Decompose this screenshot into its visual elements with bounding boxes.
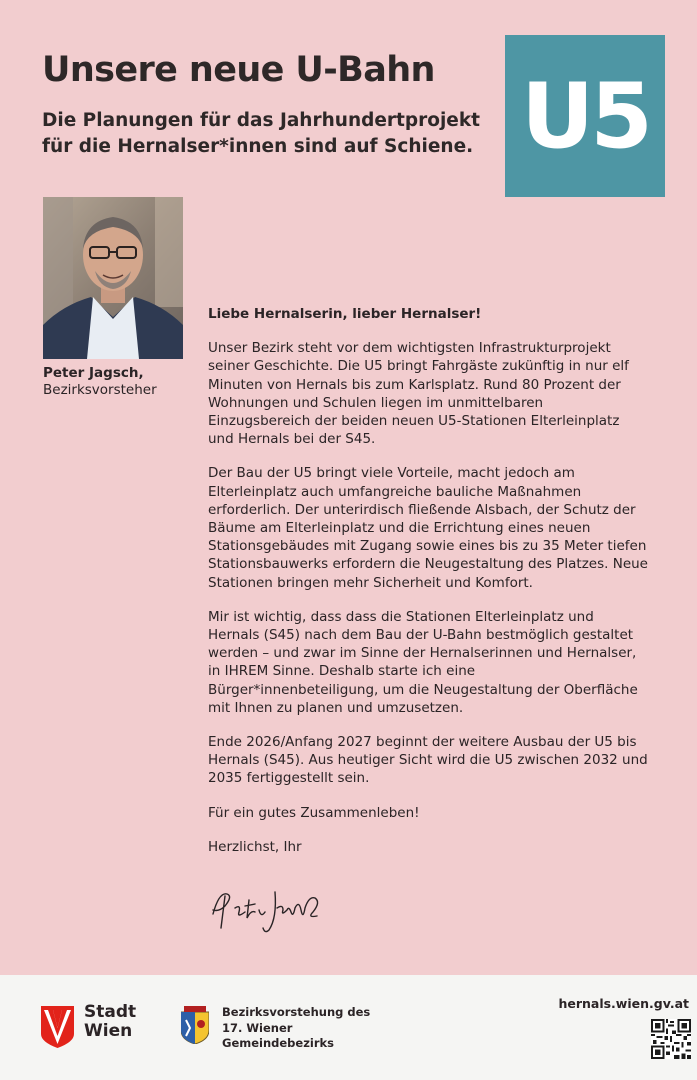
handwritten-signature <box>205 878 335 938</box>
bezirk-line3: Gemeindebezirks <box>222 1036 335 1050</box>
hernals-coat-of-arms-icon <box>181 1006 209 1044</box>
u5-badge: U5 <box>505 35 665 197</box>
letter-paragraph-1: Unser Bezirk steht vor dem wichtigsten Infrastrukturprojekt seiner Geschichte. Die U5 bringt Fahrgäste zukünftig in nur elf Minuten von Hernals bis zum Karlsplatz. Rund 80 Prozent der Wohnungen und Schulen liegen im unmittelbaren Einzugsbereich der beiden neuen U5-Stationen Elterleinplatz und Hernals bei der S45. <box>208 340 629 448</box>
stadt-wien-logo-icon <box>41 1006 74 1048</box>
stadt-wien-line1: Stadt <box>84 1002 137 1022</box>
bezirk-line1: Bezirksvorstehung des <box>222 1005 371 1019</box>
letter-greeting: Liebe Hernalserin, lieber Hernalser! <box>208 306 482 322</box>
letter-closing: Herzlichst, Ihr <box>208 838 302 855</box>
page-subtitle: Die Planungen für das Jahrhundertprojekt für die Hernalser*innen sind auf Schiene. <box>42 110 480 157</box>
website-link[interactable]: hernals.wien.gv.at <box>558 996 689 1011</box>
stadt-wien-wordmark <box>84 1003 136 1041</box>
letter-paragraph-3: Mir ist wichtig, dass dass die Stationen Elterleinplatz und Hernals (S45) nach dem Bau der U-Bahn bestmöglich gestaltet werden – und zwar im Sinne der Hernalserinnen und Hernalser, in IHREM Sinne. Deshalb starte ich eine Bürger*innenbeteiligung, um die Neugestaltung der Oberfläche mit Ihnen zu planen und umzusetzen. <box>208 608 638 716</box>
portrait-illustration <box>43 197 183 359</box>
letter-body <box>208 305 648 870</box>
bezirksvorstehung-label <box>222 1005 382 1052</box>
portrait-photo <box>43 197 183 359</box>
stadt-wien-line2: Wien <box>84 1021 133 1041</box>
author-name: Peter Jagsch, <box>43 365 144 381</box>
letter-paragraph-4: Ende 2026/Anfang 2027 beginnt der weitere Ausbau der U5 bis Hernals (S45). Aus heutiger Sicht wird die U5 zwischen 2032 und 2035 fertiggestellt sein. <box>208 734 648 787</box>
letter-paragraph-2: Der Bau der U5 bringt viele Vorteile, macht jedoch am Elterleinplatz auch umfangreiche bauliche Maßnahmen erforderlich. Der unterirdisch fließende Alsbach, der Schutz der Bäume am Elterleinplatz und die Errichtung eines neuen Stationsgebäudes mit Zugang sowie eines bis zu 35 Meter tiefen Stationsbauwerks erfordern die Neugestaltung des Platzes. Neue Stationen bringen mehr Sicherheit und Komfort. <box>208 465 648 591</box>
author-role: Bezirksvorsteher <box>43 382 157 398</box>
letter-paragraph-5: Für ein gutes Zusammenleben! <box>208 804 420 821</box>
bezirk-line2: 17. Wiener <box>222 1020 293 1035</box>
qr-code-icon[interactable] <box>651 1019 691 1059</box>
page-title: Unsere neue U-Bahn <box>42 50 435 90</box>
